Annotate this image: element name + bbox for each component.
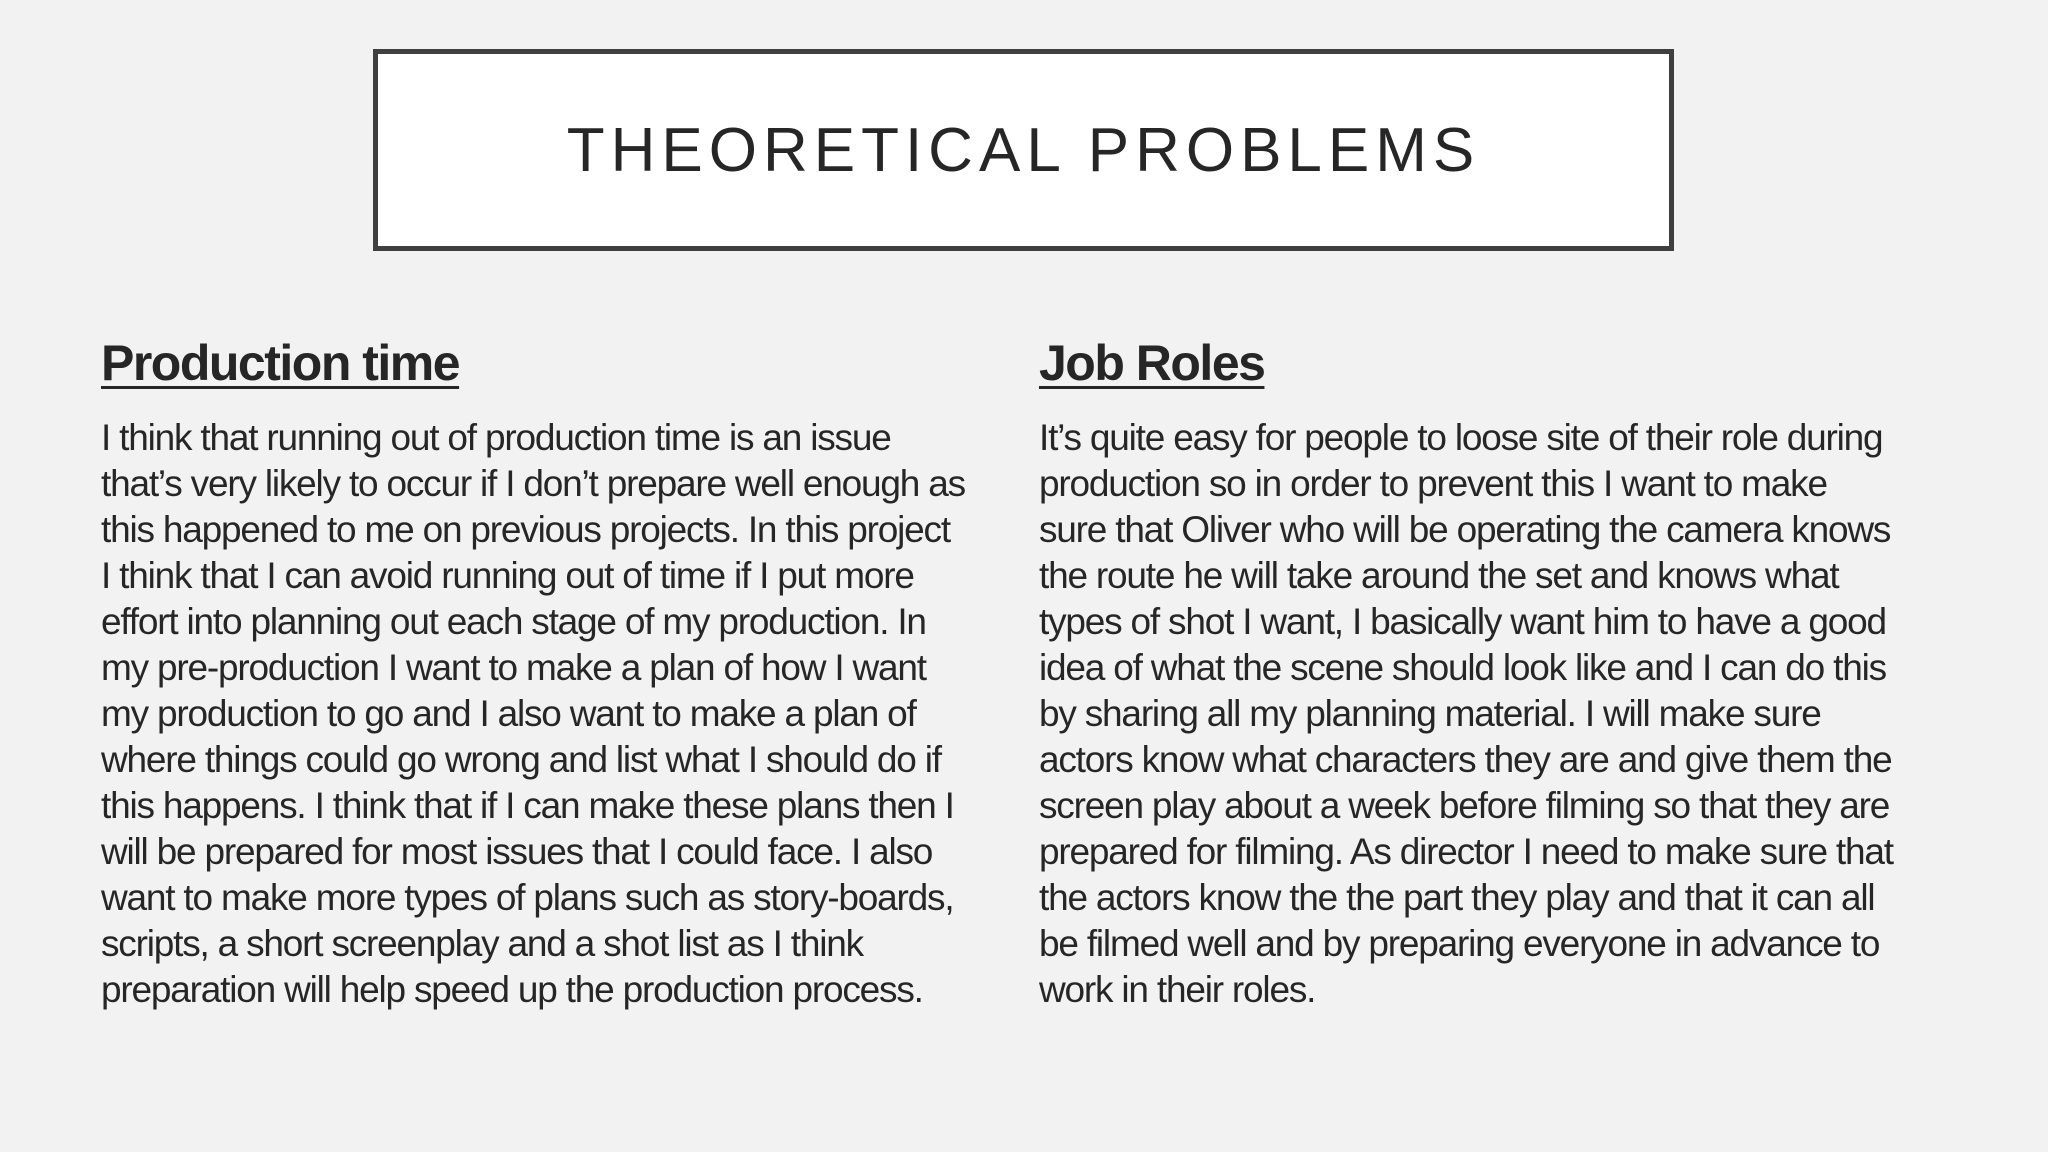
body-line: prepared for filming. As director I need to make sure that [1039,831,1893,872]
body-line: I think that running out of production time is an issue [101,417,891,458]
body-line: this happens. I think that if I can make these plans then I [101,785,954,826]
slide-title: THEORETICAL PROBLEMS [566,115,1481,185]
job-roles-column [1039,333,1909,1013]
body-line: that’s very likely to occur if I don’t prepare well enough as [101,463,965,504]
body-line: types of shot I want, I basically want him to have a good [1039,601,1886,642]
body-line: my pre-production I want to make a plan of how I want [101,647,926,688]
job-roles-heading: Job Roles [1039,335,1265,391]
body-line: sure that Oliver who will be operating the camera knows [1039,509,1891,550]
body-line: production so in order to prevent this I want to make [1039,463,1827,504]
body-line: preparation will help speed up the production process. [101,969,923,1010]
body-line: will be prepared for most issues that I could face. I also [101,831,933,872]
title-box [373,49,1674,251]
body-line: effort into planning out each stage of my production. In [101,601,926,642]
body-line: the actors know the the part they play and that it can all [1039,877,1875,918]
body-line: screen play about a week before filming so that they are [1039,785,1890,826]
body-line: where things could go wrong and list what I should do if [101,739,941,780]
body-line: It’s quite easy for people to loose site of their role during [1039,417,1883,458]
production-time-column [101,333,971,1013]
job-roles-body [1039,415,1909,1013]
body-line: want to make more types of plans such as story-boards, [101,877,954,918]
body-line: idea of what the scene should look like and I can do this [1039,647,1886,688]
body-line: work in their roles. [1039,969,1316,1010]
production-time-heading: Production time [101,335,460,391]
production-time-body [101,415,971,1013]
body-line: I think that I can avoid running out of time if I put more [101,555,914,596]
body-line: my production to go and I also want to make a plan of [101,693,916,734]
body-line: scripts, a short screenplay and a shot list as I think [101,923,863,964]
body-line: actors know what characters they are and give them the [1039,739,1892,780]
body-line: be filmed well and by preparing everyone in advance to [1039,923,1880,964]
body-line: the route he will take around the set and knows what [1039,555,1839,596]
body-line: by sharing all my planning material. I will make sure [1039,693,1821,734]
body-line: this happened to me on previous projects. In this project [101,509,950,550]
